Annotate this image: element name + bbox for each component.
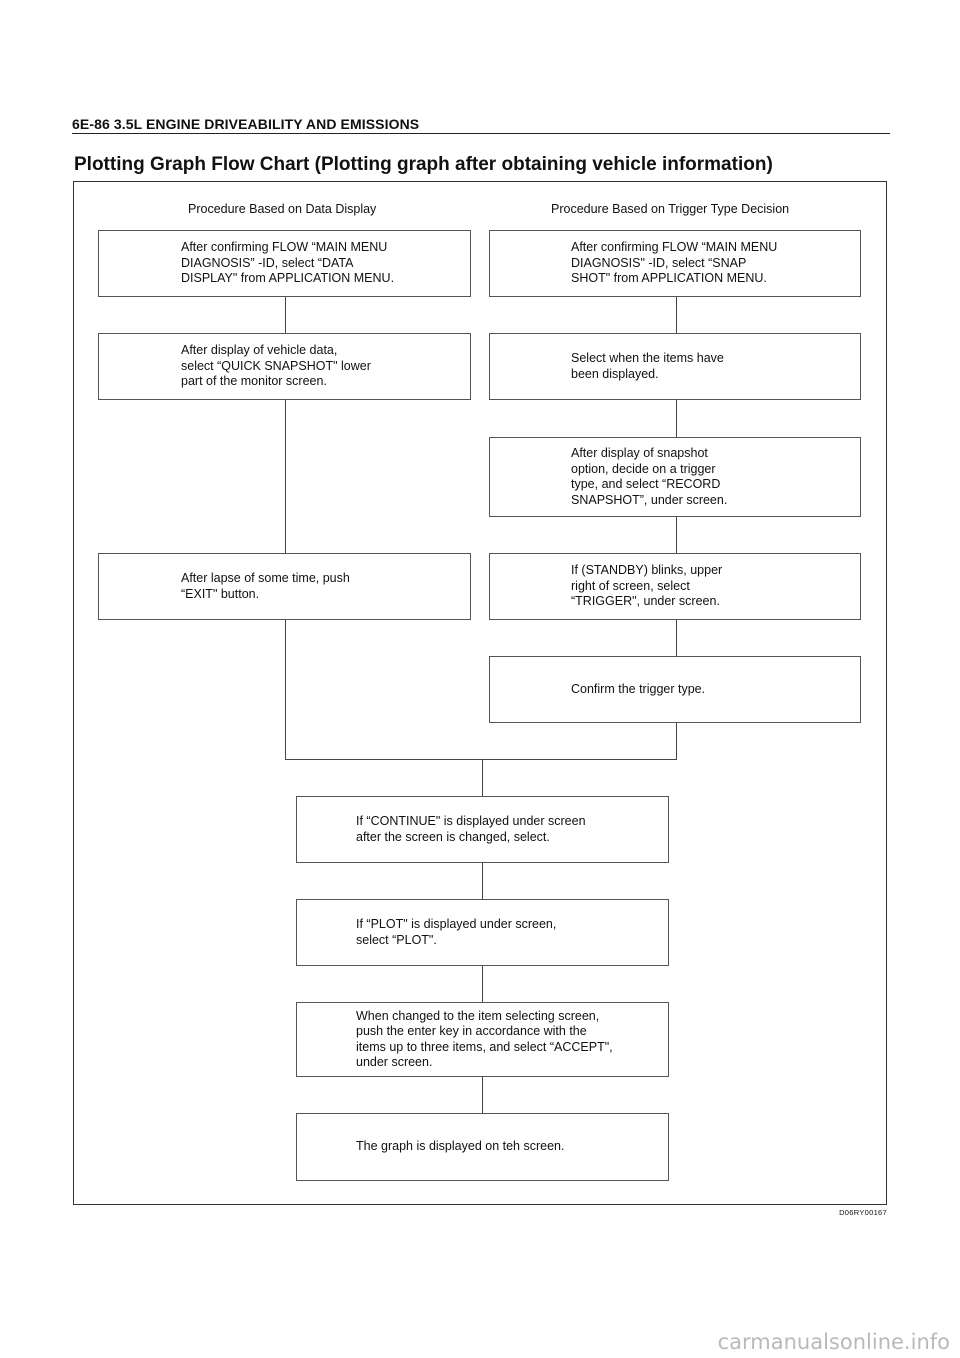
connector-line	[676, 516, 677, 553]
figure-id: D06RY00167	[839, 1208, 887, 1217]
step-box-left-1	[98, 230, 471, 297]
step-box-merged-3	[296, 1002, 669, 1077]
step-box-right-2	[489, 333, 861, 400]
step-box-merged-4	[296, 1113, 669, 1181]
step-box-right-4	[489, 553, 861, 620]
header-rule	[72, 133, 890, 134]
step-text: The graph is displayed on teh screen.	[356, 1139, 565, 1154]
page-title: Plotting Graph Flow Chart (Plotting graph after obtaining vehicle information)	[74, 154, 773, 175]
connector-line	[482, 759, 483, 796]
step-text: If “CONTINUE" is displayed under screen after the screen is changed, select.	[356, 814, 586, 844]
connector-line	[285, 296, 286, 333]
connector-line	[285, 399, 286, 553]
step-text: After display of vehicle data, select “QUICK SNAPSHOT" lower part of the monitor screen.	[181, 343, 371, 389]
connector-line	[676, 296, 677, 333]
merge-line	[285, 759, 677, 760]
step-text: Select when the items have been displayed.	[571, 351, 724, 381]
step-text: If (STANDBY) blinks, upper right of screen, select “TRIGGER", under screen.	[571, 563, 723, 609]
step-text: After confirming FLOW “MAIN MENU DIAGNOSIS" -ID, select “SNAP SHOT" from APPLICATION MENU.	[571, 240, 778, 286]
step-text: After lapse of some time, push “EXIT" button.	[181, 571, 350, 601]
connector-line	[676, 619, 677, 656]
step-text: When changed to the item selecting screen, push the enter key in accordance with the items up to three items, and select “ACCEPT", under screen.	[356, 1008, 613, 1069]
right-column-title: Procedure Based on Trigger Type Decision	[551, 202, 790, 216]
step-text: After display of snapshot option, decide on a trigger type, and select “RECORD SNAPSHOT”, under screen.	[571, 446, 728, 507]
connector-line	[482, 965, 483, 1003]
connector-line	[676, 722, 677, 760]
watermark: carmanualsonline.info	[717, 1330, 950, 1354]
step-box-right-5	[489, 656, 861, 723]
step-box-left-3	[98, 553, 471, 620]
step-text: If “PLOT" is displayed under screen, select “PLOT".	[356, 917, 557, 947]
step-box-left-2	[98, 333, 471, 400]
step-box-merged-1	[296, 796, 669, 863]
section-header: 6E-86 3.5L ENGINE DRIVEABILITY AND EMISSIONS	[72, 116, 420, 132]
step-text: After confirming FLOW “MAIN MENU DIAGNOSIS” -ID, select “DATA DISPLAY" from APPLICATION MENU.	[181, 240, 395, 286]
step-box-merged-2	[296, 899, 669, 966]
left-column-title: Procedure Based on Data Display	[188, 202, 377, 216]
connector-line	[285, 619, 286, 760]
connector-line	[482, 862, 483, 900]
step-box-right-1	[489, 230, 861, 297]
connector-line	[482, 1076, 483, 1114]
step-box-right-3	[489, 437, 861, 517]
connector-line	[676, 399, 677, 437]
step-text: Confirm the trigger type.	[571, 681, 706, 696]
